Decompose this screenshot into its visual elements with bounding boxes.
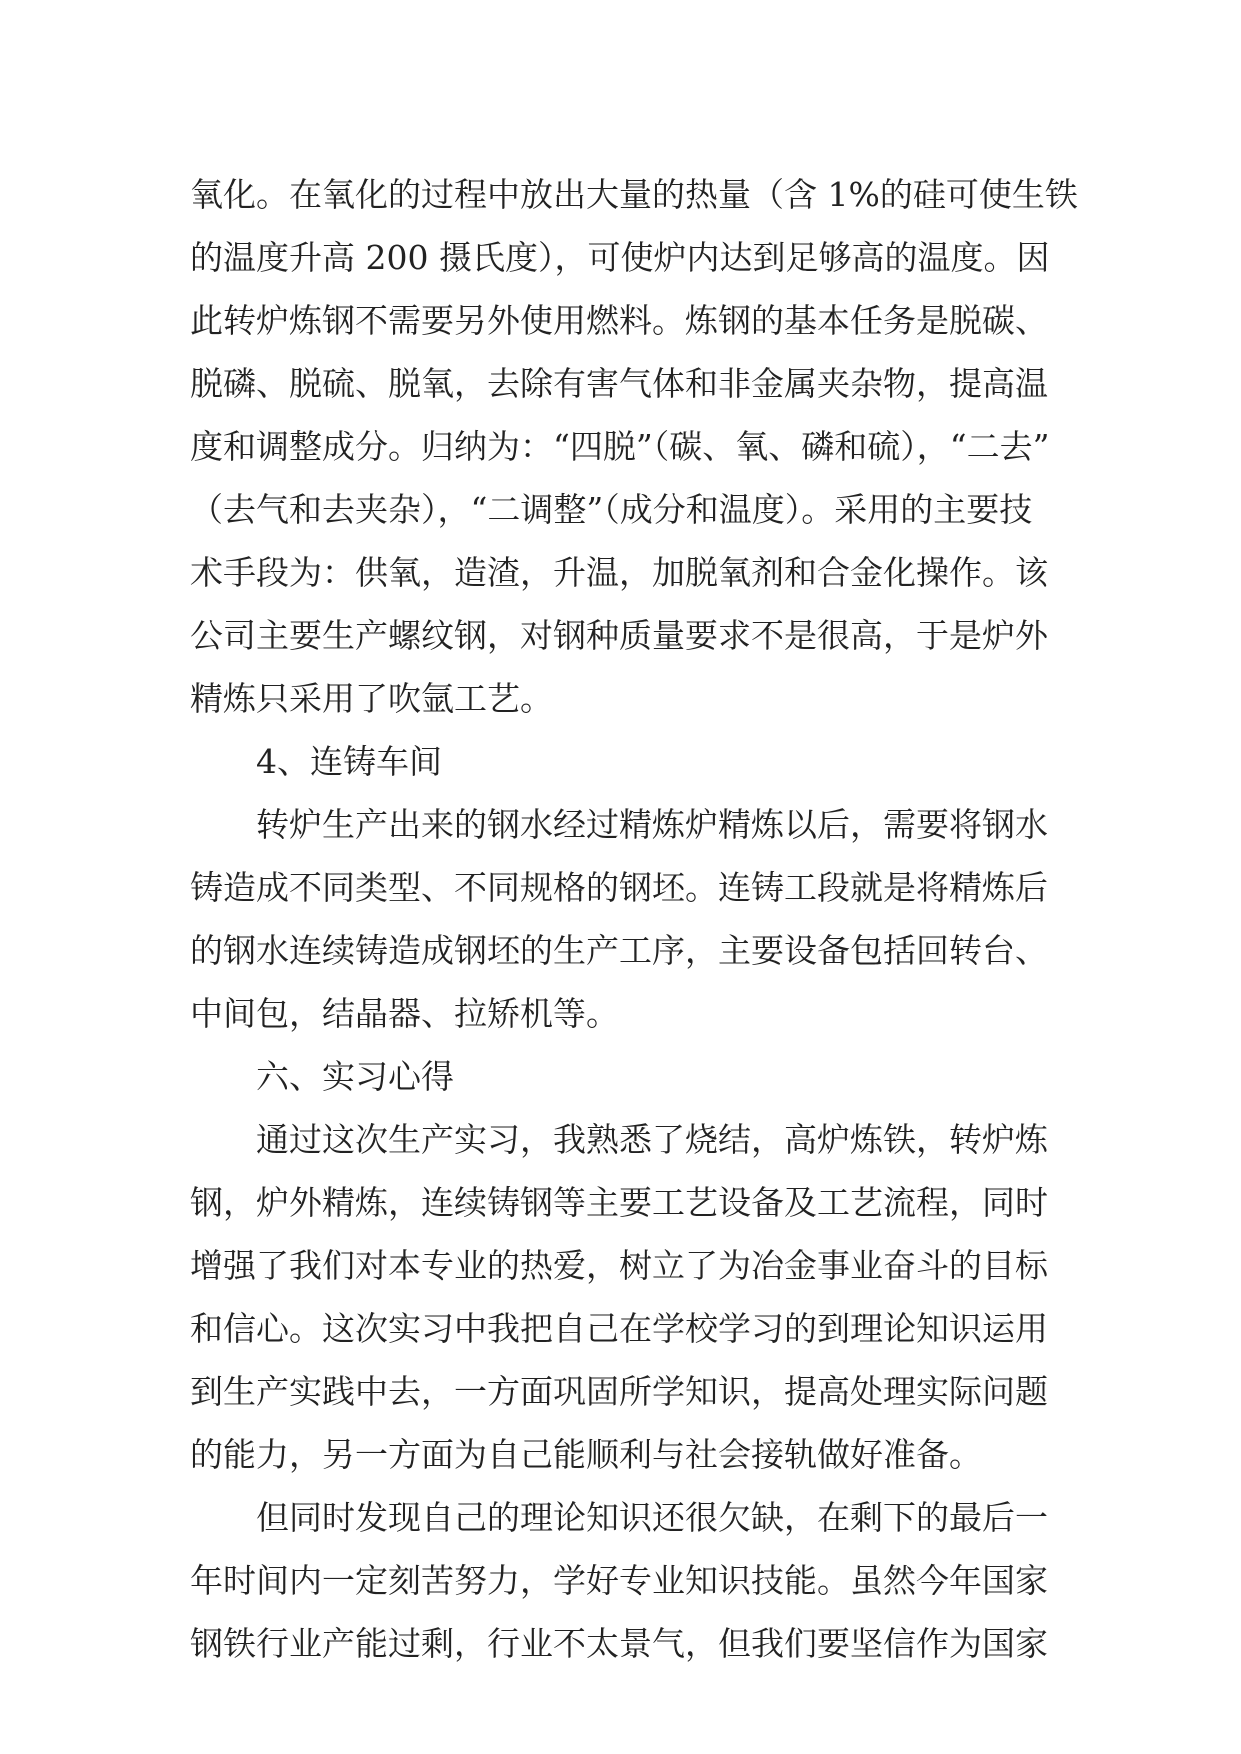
text-line: 转炉生产出来的钢水经过精炼炉精炼以后，需要将钢水: [256, 805, 1048, 844]
text-line: 到生产实践中去，一方面巩固所学知识，提高处理实际问题: [190, 1372, 1048, 1411]
text-line: （去气和去夹杂），“二调整”（成分和温度）。采用的主要技: [190, 490, 1033, 529]
text-line: 中间包，结晶器、拉矫机等。: [190, 994, 619, 1033]
text-line: 的温度升高 200 摄氏度），可使炉内达到足够高的温度。因: [190, 238, 1050, 277]
text-line: 通过这次生产实习，我熟悉了烧结，高炉炼铁，转炉炼: [256, 1120, 1048, 1159]
text-line: 此转炉炼钢不需要另外使用燃料。炼钢的基本任务是脱碳、: [190, 301, 1048, 340]
text-line: 度和调整成分。归纳为：“四脱”（碳、氧、磷和硫），“二去”: [190, 427, 1050, 466]
text-line: 术手段为：供氧，造渣，升温，加脱氧剂和合金化操作。该: [190, 553, 1048, 592]
text-line: 钢铁行业产能过剩，行业不太景气，但我们要坚信作为国家: [190, 1624, 1048, 1663]
text-line: 钢，炉外精炼，连续铸钢等主要工艺设备及工艺流程，同时: [190, 1183, 1048, 1222]
text-line: 六、实习心得: [256, 1057, 454, 1096]
text-line: 脱磷、脱硫、脱氧，去除有害气体和非金属夹杂物，提高温: [190, 364, 1048, 403]
document-body: [190, 163, 1110, 1675]
text-line: 精炼只采用了吹氩工艺。: [190, 679, 553, 718]
text-line: 的钢水连续铸造成钢坯的生产工序，主要设备包括回转台、: [190, 931, 1048, 970]
text-line: 年时间内一定刻苦努力，学好专业知识技能。虽然今年国家: [190, 1561, 1048, 1600]
text-line: 和信心。这次实习中我把自己在学校学习的到理论知识运用: [190, 1309, 1048, 1348]
text-line: 公司主要生产螺纹钢，对钢种质量要求不是很高，于是炉外: [190, 616, 1048, 655]
text-line: 氧化。在氧化的过程中放出大量的热量（含 1%的硅可使生铁: [190, 175, 1078, 214]
text-line: 增强了我们对本专业的热爱，树立了为冶金事业奋斗的目标: [190, 1246, 1048, 1285]
text-line: 铸造成不同类型、不同规格的钢坯。连铸工段就是将精炼后: [190, 868, 1048, 907]
text-line: 4、连铸车间: [256, 742, 442, 781]
text-line: 但同时发现自己的理论知识还很欠缺，在剩下的最后一: [256, 1498, 1048, 1537]
text-line: 的能力，另一方面为自己能顺利与社会接轨做好准备。: [190, 1435, 982, 1474]
